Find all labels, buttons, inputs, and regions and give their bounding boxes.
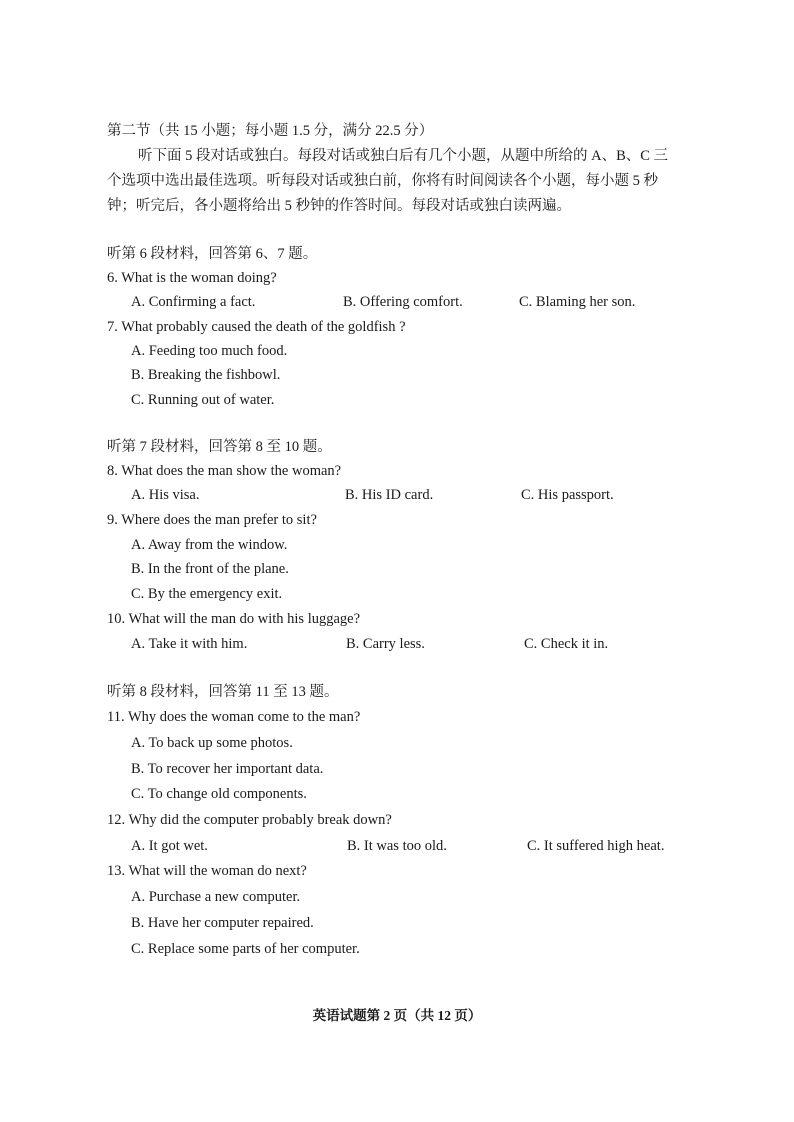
option-b: B. To recover her important data. [131,761,324,777]
question-text: 11. Why does the woman come to the man? [107,709,361,725]
page-footer: 英语试题第 2 页（共 12 页） [312,1008,482,1023]
option-c: C. It suffered high heat. [527,838,665,854]
instruction-line: 听下面 5 段对话或独白。每段对话或独白后有几个小题，从题中所给的 A、B、C 三 [138,148,669,164]
group-header: 听第 8 段材料，回答第 11 至 13 题。 [107,684,339,700]
option-a: A. His visa. [131,487,200,503]
question-text: 12. Why did the computer probably break down? [107,812,392,828]
instruction-line: 钟；听完后，各小题将给出 5 秒钟的作答时间。每段对话或独白读两遍。 [107,198,571,214]
group-header: 听第 6 段材料，回答第 6、7 题。 [107,246,318,262]
question-text: 9. Where does the man prefer to sit? [107,512,317,528]
option-b: B. It was too old. [347,838,447,854]
option-b: B. In the front of the plane. [131,561,289,577]
option-b: B. His ID card. [345,487,434,503]
option-c: C. Blaming her son. [519,294,636,310]
question-text: 8. What does the man show the woman? [107,463,342,479]
option-b: B. Have her computer repaired. [131,915,314,931]
option-a: A. It got wet. [131,838,208,854]
option-b: B. Breaking the fishbowl. [131,367,281,383]
option-a: A. Away from the window. [131,537,288,553]
option-c: C. Replace some parts of her computer. [131,941,360,957]
group-header: 听第 7 段材料，回答第 8 至 10 题。 [107,439,332,455]
option-b: B. Carry less. [346,636,425,652]
option-a: A. To back up some photos. [131,735,293,751]
option-a: A. Take it with him. [131,636,248,652]
section-heading: 第二节（共 15 小题；每小题 1.5 分，满分 22.5 分） [107,123,434,139]
option-a: A. Confirming a fact. [131,294,256,310]
question-text: 13. What will the woman do next? [107,863,307,879]
option-b: B. Offering comfort. [343,294,463,310]
option-a: A. Purchase a new computer. [131,889,301,905]
instruction-line: 个选项中选出最佳选项。听每段对话或独白前，你将有时间阅读各个小题，每小题 5 秒 [107,173,658,189]
option-c: C. Check it in. [524,636,609,652]
option-c: C. Running out of water. [131,392,275,408]
option-c: C. By the emergency exit. [131,586,283,602]
question-text: 7. What probably caused the death of the goldfish ? [107,319,406,335]
option-c: C. His passport. [521,487,614,503]
option-a: A. Feeding too much food. [131,343,288,359]
option-c: C. To change old components. [131,786,307,802]
question-text: 6. What is the woman doing? [107,270,277,286]
question-text: 10. What will the man do with his luggage? [107,611,361,627]
